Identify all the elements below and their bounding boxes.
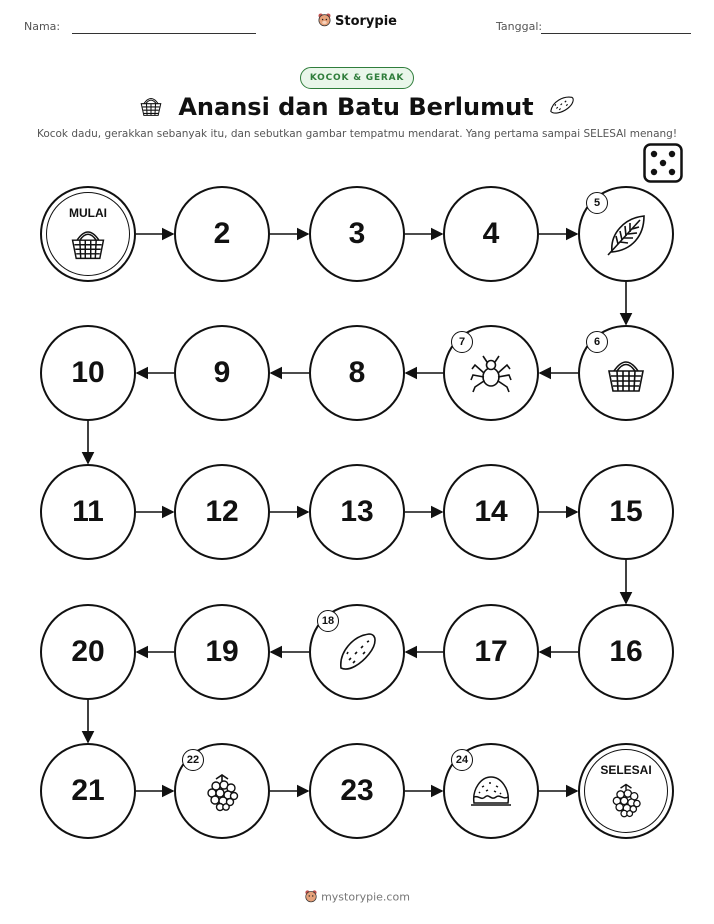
category-badge: KOCOK & GERAK	[300, 67, 414, 89]
board-space-20	[40, 604, 136, 700]
board-space-9	[174, 325, 270, 421]
space-number: 9	[213, 356, 231, 389]
space-number: 19	[205, 635, 239, 668]
board-space-2	[174, 186, 270, 282]
board-space-1	[40, 186, 136, 282]
basket-icon	[68, 222, 108, 262]
board-space-10	[40, 325, 136, 421]
space-number-tag: 24	[451, 749, 473, 771]
board-space-4	[443, 186, 539, 282]
board-space-24	[443, 743, 539, 839]
space-number: 23	[340, 774, 374, 807]
space-caption: SELESAI	[600, 763, 652, 777]
footer	[0, 889, 714, 906]
board-space-21	[40, 743, 136, 839]
board-space-19	[174, 604, 270, 700]
space-number-tag: 7	[451, 331, 473, 353]
name-label: Nama:	[24, 20, 61, 33]
space-number: 15	[609, 495, 643, 528]
space-number: 17	[474, 635, 508, 668]
berry-icon	[606, 779, 646, 819]
board-space-16	[578, 604, 674, 700]
footer-url[interactable]: mystorypie.com	[321, 890, 410, 904]
board-space-5	[578, 186, 674, 282]
space-caption: MULAI	[69, 206, 107, 220]
space-number: 8	[348, 356, 366, 389]
board-space-3	[309, 186, 405, 282]
spider-icon	[469, 351, 513, 395]
board-space-7	[443, 325, 539, 421]
space-number: 20	[71, 635, 105, 668]
brand-name: Storypie	[335, 14, 397, 29]
space-number: 14	[474, 495, 508, 528]
board-space-14	[443, 464, 539, 560]
space-number: 11	[72, 495, 104, 528]
basket-icon	[604, 351, 648, 395]
space-number: 2	[213, 217, 231, 250]
board-space-22	[174, 743, 270, 839]
instructions: Kocok dadu, gerakkan sebanyak itu, dan sebutkan gambar tempatmu mendarat. Yang pertama sampai SELESAI menang!	[36, 128, 678, 140]
board-space-23	[309, 743, 405, 839]
board-space-6	[578, 325, 674, 421]
space-number: 10	[71, 356, 105, 389]
yam-icon	[335, 630, 379, 674]
board-space-12	[174, 464, 270, 560]
board-space-8	[309, 325, 405, 421]
berry-icon	[200, 769, 244, 813]
space-number-tag: 5	[586, 192, 608, 214]
space-number-tag: 18	[317, 610, 339, 632]
board-space-11	[40, 464, 136, 560]
space-number: 21	[71, 774, 105, 807]
title-text: Anansi dan Batu Berlumut	[178, 93, 534, 121]
space-number: 13	[340, 495, 374, 528]
space-number-tag: 6	[586, 331, 608, 353]
space-number: 12	[205, 495, 239, 528]
date-label: Tanggal:	[496, 20, 543, 33]
space-number: 16	[609, 635, 643, 668]
board-space-13	[309, 464, 405, 560]
board-space-15	[578, 464, 674, 560]
leaf-icon	[604, 212, 648, 256]
board-space-18	[309, 604, 405, 700]
board-space-17	[443, 604, 539, 700]
board-space-25	[578, 743, 674, 839]
footer-bear-icon	[304, 889, 318, 906]
space-number-tag: 22	[182, 749, 204, 771]
space-number: 3	[348, 217, 366, 250]
space-number: 4	[482, 217, 500, 250]
moss-rock-icon	[469, 769, 513, 813]
